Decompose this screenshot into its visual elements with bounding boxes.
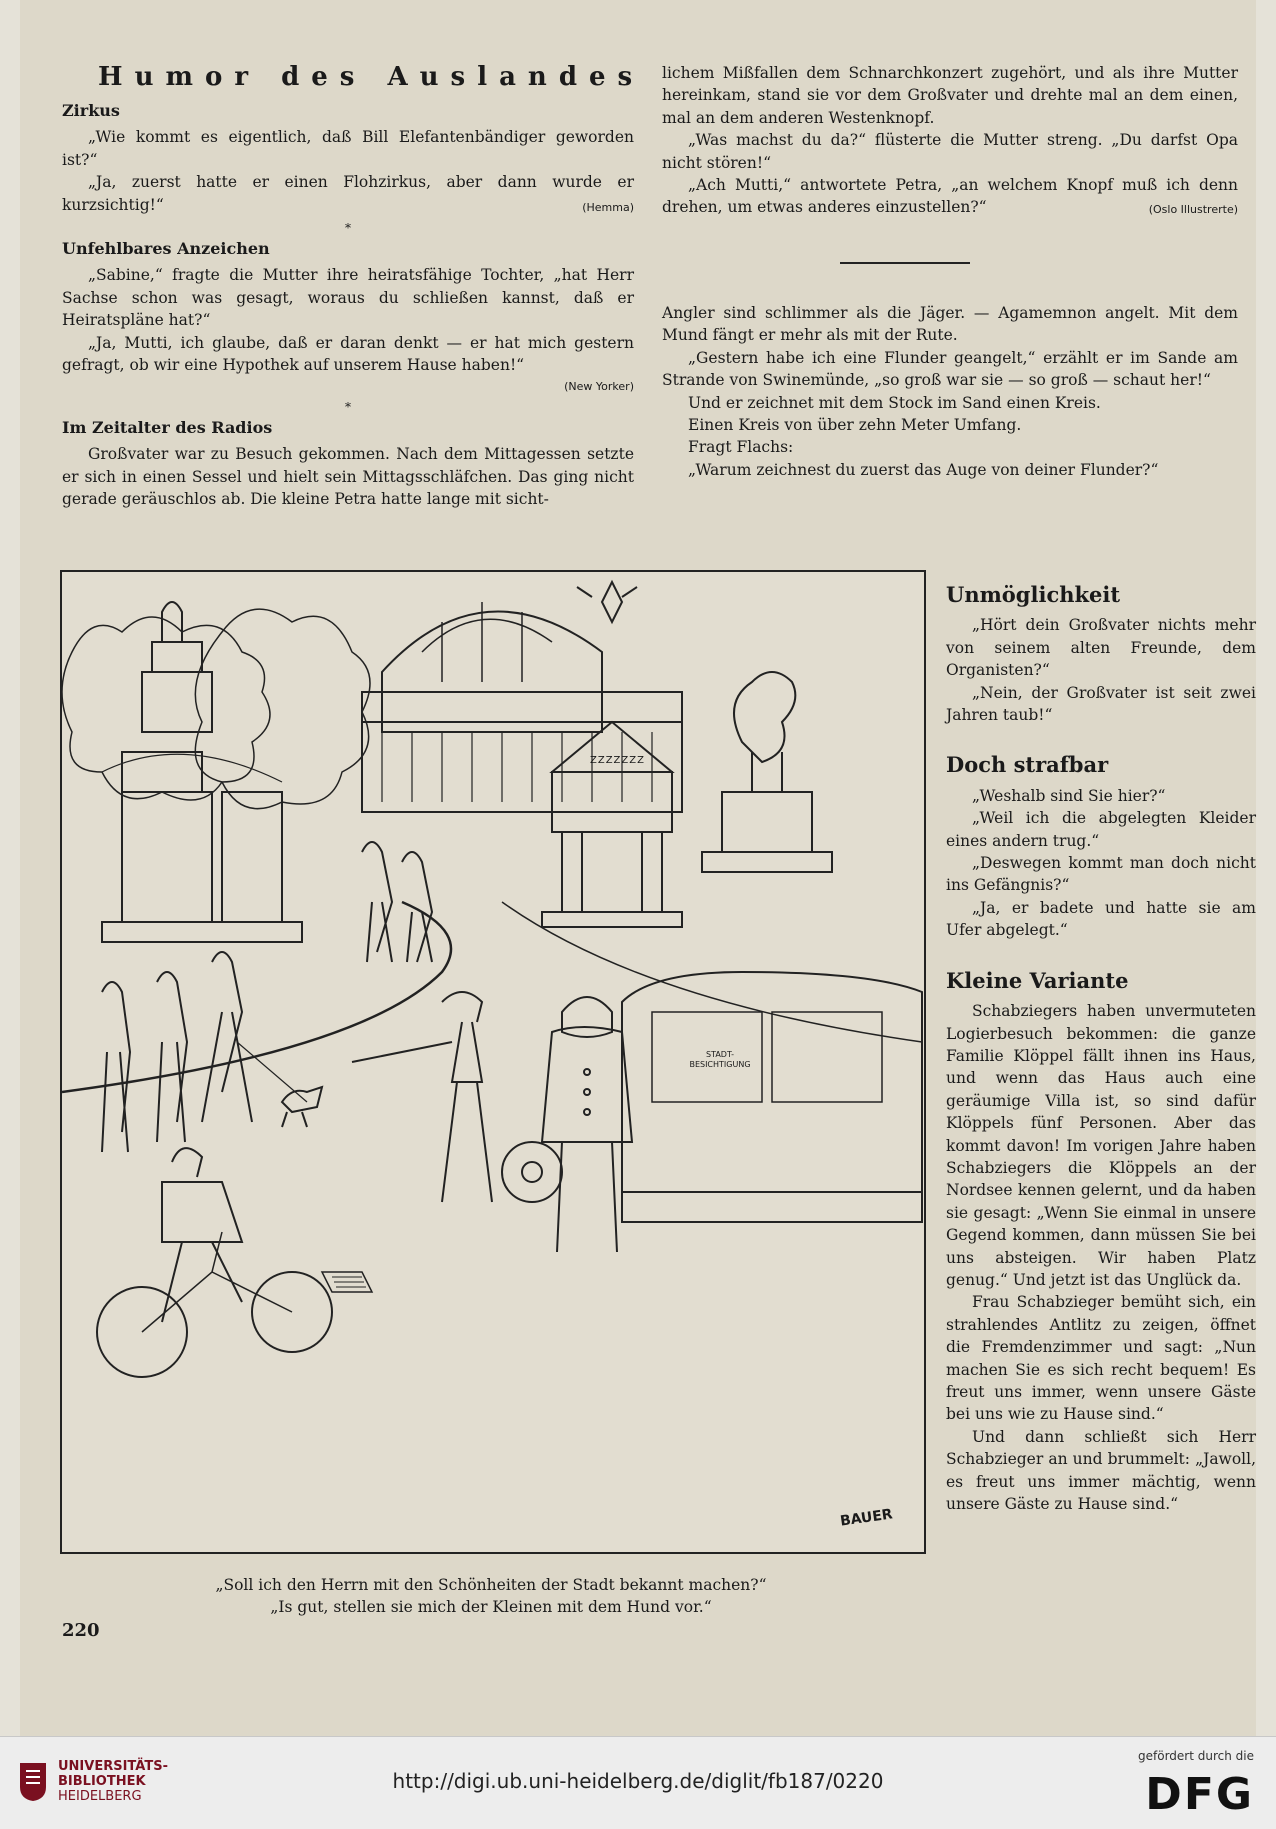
source-credit: (Oslo Illustrerte) bbox=[1148, 203, 1238, 217]
magazine-page bbox=[20, 0, 1256, 1736]
paragraph: „Warum zeichnest du zuerst das Auge von deiner Flunder?“ bbox=[688, 460, 1159, 479]
paragraph: „Sabine,“ fragte die Mutter ihre heiratsfähige Tochter, „hat Herr Sachse schon was gesagt, woraus du schließen kannst, daß er Heiratspläne hat?“ bbox=[62, 266, 634, 330]
university-name: UNIVERSITÄTS- BIBLIOTHEK HEIDELBERG bbox=[58, 1759, 168, 1804]
paragraph: „Weshalb sind Sie hier?“ bbox=[972, 786, 1166, 805]
paragraph: „Ja, Mutti, ich glaube, daß er daran denkt — er hat mich gestern gefragt, ob wir eine Hypothek auf unserem Hause haben!“ bbox=[62, 333, 634, 375]
paragraph: „Was machst du da?“ flüsterte die Mutter streng. „Du darfst Opa nicht stören!“ bbox=[662, 131, 1238, 172]
paragraph: Fragt Flachs: bbox=[688, 438, 794, 457]
paragraph: Einen Kreis von über zehn Meter Umfang. bbox=[688, 416, 1022, 435]
paragraph: Großvater war zu Besuch gekommen. Nach dem Mittagessen setzte er sich in einen Sessel und hielt sein Mittagsschläfchen. Das ging nicht gerade geräuschlos ab. Die kleine Petra hatte lange mit sicht- bbox=[62, 445, 634, 509]
taxi-sign: STADT-BESICHTIGUNG bbox=[689, 1050, 751, 1069]
paragraph: „Gestern habe ich eine Flunder geangelt,“ erzählt er im Sande am Strande von Swinemünde, „so groß war sie — so groß — schaut her!“ bbox=[662, 348, 1238, 390]
left-column bbox=[62, 100, 634, 511]
page-number: 220 bbox=[62, 1620, 100, 1641]
paragraph: Schabziegers haben unvermuteten Logierbesuch bekommen: die ganze Familie Klöppel fällt ihnen ins Haus, und wenn das Haus auch eine geräumige Villa ist, so sind dafür Klöppels fünf Personen. Aber das kommt davon! Im vorigen Jahre haben Schabziegers die Klöppels an der Nordsee kennen gelernt, und da haben sie gesagt: „Wenn Sie einmal in unsere Gegend kommen, dann müssen Sie bei uns absteigen. Wir haben Platz genug.“ Und jetzt ist das Unglück da. bbox=[946, 1002, 1256, 1289]
separator-star: * bbox=[345, 221, 351, 236]
funding-note: gefördert durch die bbox=[1138, 1749, 1254, 1763]
paragraph: lichem Mißfallen dem Schnarchkonzert zugehört, und als ihre Mutter hereinkam, stand sie vor dem Großvater und drehte mal an dem einen, mal an dem anderen Westenknopf. bbox=[662, 64, 1238, 127]
paragraph: Angler sind schlimmer als die Jäger. — Agamemnon angelt. Mit dem Mund fängt er mehr als mit der Rute. bbox=[662, 304, 1238, 345]
section-title-strafbar: Doch strafbar bbox=[946, 752, 1109, 778]
divider-rule bbox=[840, 262, 970, 264]
main-title: Humor des Auslandes bbox=[98, 62, 645, 92]
section-title-variante: Kleine Variante bbox=[946, 967, 1129, 993]
artist-signature: BAUER bbox=[839, 1506, 894, 1530]
paragraph: Und er zeichnet mit dem Stock im Sand einen Kreis. bbox=[688, 393, 1101, 412]
paragraph: „Weil ich die abgelegten Kleider eines andern trug.“ bbox=[946, 809, 1256, 850]
paragraph: „Wie kommt es eigentlich, daß Bill Elefantenbändiger geworden ist?“ bbox=[62, 128, 634, 169]
right-column bbox=[662, 62, 1238, 222]
cartoon-illustration bbox=[62, 572, 924, 1552]
caption-line: „Is gut, stellen sie mich der Kleinen mit dem Hund vor.“ bbox=[270, 1598, 712, 1616]
paragraph: „Hört dein Großvater nichts mehr von seinem alten Freunde, dem Organisten?“ bbox=[946, 616, 1256, 680]
section-title-radios: Im Zeitalter des Radios bbox=[62, 417, 273, 437]
caption-line: „Soll ich den Herrn mit den Schönheiten der Stadt bekannt machen?“ bbox=[215, 1576, 767, 1594]
source-url-link[interactable]: http://digi.ub.uni-heidelberg.de/diglit/fb187/0220 bbox=[392, 1769, 884, 1793]
paragraph: „Nein, der Großvater ist seit zwei Jahren taub!“ bbox=[946, 683, 1256, 725]
section-title-unmoeglichkeit: Unmöglichkeit bbox=[946, 582, 1121, 607]
dfg-logo: DFG bbox=[1145, 1769, 1254, 1820]
paragraph: Und dann schließt sich Herr Schabzieger an und brummelt: „Jawoll, es freut uns immer mächtig, wenn unsere Gäste zu Hause sind.“ bbox=[946, 1427, 1256, 1514]
side-column bbox=[946, 584, 1256, 1515]
separator-star: * bbox=[345, 399, 351, 414]
section-title-zirkus: Zirkus bbox=[62, 101, 120, 120]
temple-inscription: ZZZZZZZ bbox=[590, 755, 645, 766]
source-row bbox=[62, 376, 634, 398]
source-credit: (New Yorker) bbox=[564, 380, 634, 394]
paragraph: „Ja, zuerst hatte er einen Flohzirkus, aber dann wurde er kurzsichtig!“ (Hemma) bbox=[62, 171, 634, 216]
section-title-anzeichen: Unfehlbares Anzeichen bbox=[62, 239, 270, 259]
paragraph: „Ach Mutti,“ antwortete Petra, „an welchem Knopf muß ich denn drehen, um etwas anderes einzustellen?“ (Oslo Illustrerte) bbox=[662, 174, 1238, 219]
paragraph: Frau Schabzieger bemüht sich, ein strahlendes Antlitz zu zeigen, öffnet die Fremdenzimmer und sagt: „Nun machen Sie es sich recht bequem! Es freut uns immer, wenn unsere Gäste bei uns wie zu Hause sind.“ bbox=[946, 1293, 1256, 1424]
paragraph: „Deswegen kommt man doch nicht ins Gefängnis?“ bbox=[946, 854, 1256, 895]
paragraph: „Ja, er badete und hatte sie am Ufer abgelegt.“ bbox=[946, 898, 1256, 940]
cartoon-caption bbox=[60, 1574, 922, 1618]
spacer bbox=[946, 942, 1256, 970]
digitization-footer bbox=[0, 1736, 1276, 1829]
spacer bbox=[946, 726, 1256, 754]
cartoon-frame bbox=[60, 570, 926, 1554]
angler-text bbox=[662, 302, 1238, 481]
source-credit: (Hemma) bbox=[582, 200, 634, 214]
